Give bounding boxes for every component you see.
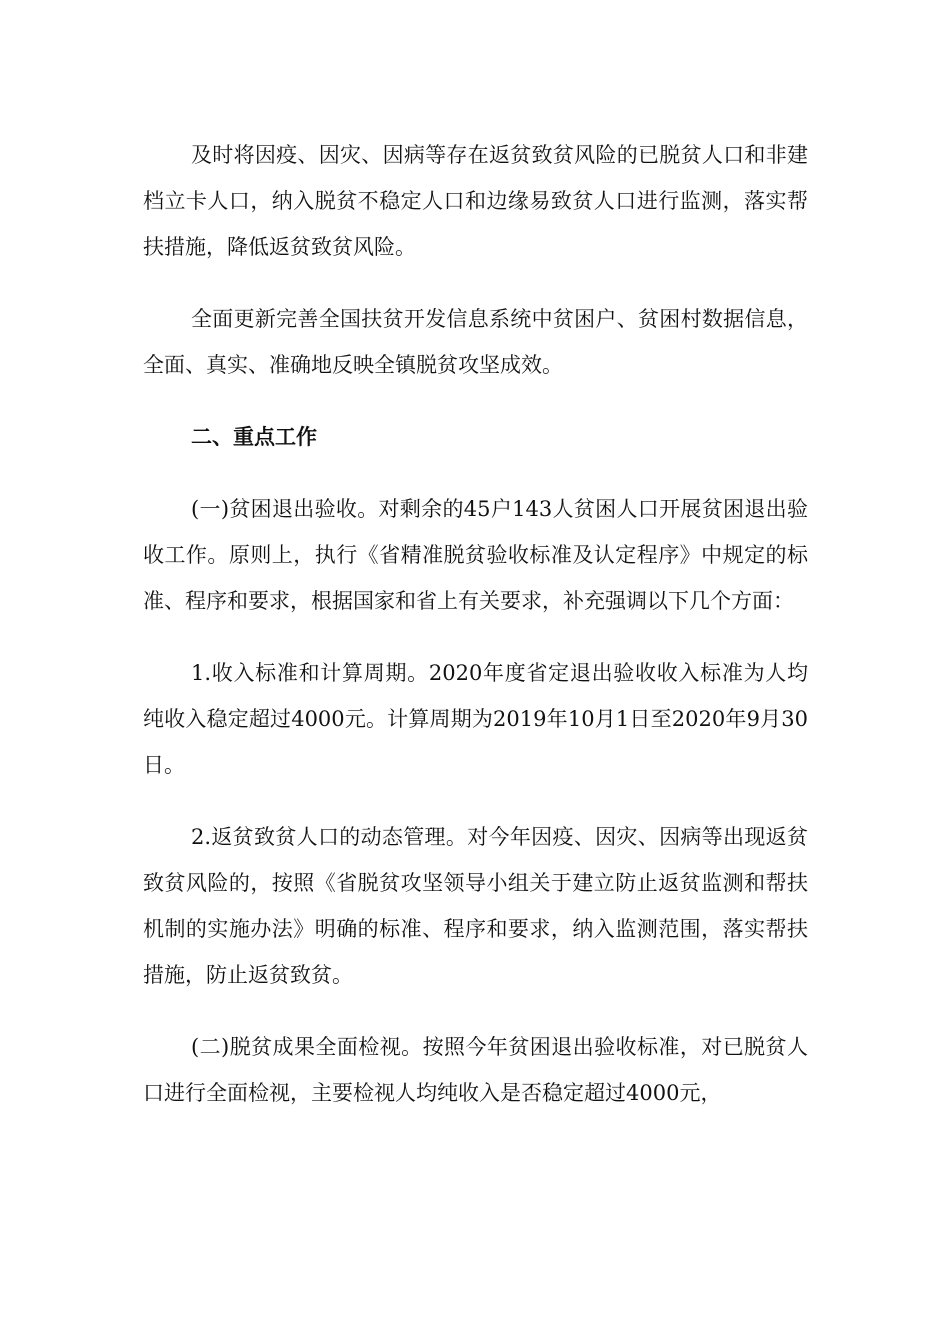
paragraph-dynamic-management: 2.返贫致贫人口的动态管理。对今年因疫、因灾、因病等出现返贫致贫风险的，按照《省脱贫攻坚领导小组关于建立防止返贫监测和帮扶机制的实施办法》明确的标准、程序和要求，纳入监测范围，落实帮扶措施，防止返贫致贫。 <box>143 825 808 987</box>
paragraph-info-system: 全面更新完善全国扶贫开发信息系统中贫困户、贫困村数据信息，全面、真实、准确地反映全镇脱贫攻坚成效。 <box>143 307 808 377</box>
section-heading-key-work: 二、重点工作 <box>191 425 317 449</box>
paragraph-exit-acceptance: (一)贫困退出验收。对剩余的45户143人贫困人口开展贫困退出验收工作。原则上，执行《省精准脱贫验收标准及认定程序》中规定的标准、程序和要求，根据国家和省上有关要求，补充强调以下几个方面： <box>143 497 808 613</box>
paragraph-monitoring: 及时将因疫、因灾、因病等存在返贫致贫风险的已脱贫人口和非建档立卡人口，纳入脱贫不稳定人口和边缘易致贫人口进行监测，落实帮扶措施，降低返贫致贫风险。 <box>143 143 808 259</box>
paragraph-income-standard: 1.收入标准和计算周期。2020年度省定退出验收收入标准为人均纯收入稳定超过4000元。计算周期为2019年10月1日至2020年9月30日。 <box>143 661 808 777</box>
document-body <box>143 132 808 1142</box>
paragraph-results-review: (二)脱贫成果全面检视。按照今年贫困退出验收标准，对已脱贫人口进行全面检视，主要检视人均纯收入是否稳定超过4000元， <box>143 1035 808 1105</box>
